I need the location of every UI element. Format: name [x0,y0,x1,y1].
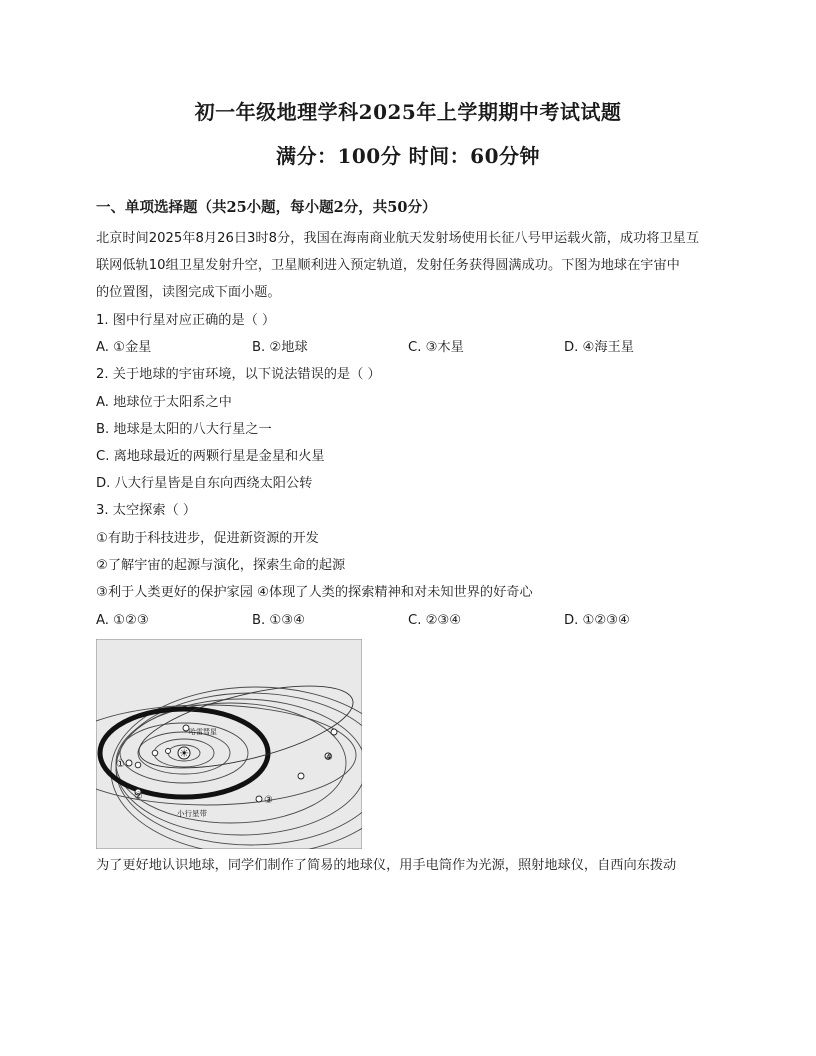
figure-background [96,639,362,849]
exam-subtitle: 满分：100分 时间：60分钟 [275,144,541,168]
label-p1: ① [116,759,125,770]
q3-option-c: C. ②③④ [408,613,462,628]
solar-system-figure [96,639,362,849]
q3-option-d: D. ①②③④ [564,613,630,628]
planet-inner-3 [135,762,141,768]
q2-option-a: A. 地球位于太阳系之中 [96,395,232,410]
planet-outer-2 [298,773,304,779]
q1-option-d: D. ④海王星 [564,340,634,355]
section-heading: 一、单项选择题（共25小题，每小题2分，共50分） [96,199,437,216]
planet-1 [126,760,132,766]
label-p2: ② [134,791,143,802]
exam-title: 初一年级地理学科2025年上学期期中考试试题 [194,100,622,124]
q3-option-b: B. ①③④ [252,613,305,628]
intro-line-3: 的位置图，读图完成下面小题。 [96,285,281,300]
q1-option-b: B. ②地球 [252,340,308,355]
planet-inner-2 [152,750,158,756]
q1-stem: 1. 图中行星对应正确的是（ ） [96,313,276,328]
planet-inner-1 [166,749,171,754]
q1-option-a: A. ①金星 [96,340,152,355]
q2-option-b: B. 地球是太阳的八大行星之一 [96,422,272,437]
q3-statement-3: ③利于人类更好的保护家园 ④体现了人类的探索精神和对未知世界的好奇心 [96,585,533,600]
q1-option-c: C. ③木星 [408,340,464,355]
intro-line-1: 北京时间2025年8月26日3时8分，我国在海南商业航天发射场使用长征八号甲运载火箭，成功将卫星互 [96,231,700,246]
q3-stem: 3. 太空探索（ ） [96,503,197,518]
next-intro-line: 为了更好地认识地球，同学们制作了简易的地球仪，用手电筒作为光源，照射地球仪，自西向东拨动 [96,858,677,873]
label-p3: ③ [264,795,273,806]
sun-glyph: ☀ [179,747,189,760]
label-comet: 哈雷彗星 [189,728,217,736]
q3-option-a: A. ①②③ [96,613,149,628]
q2-stem: 2. 关于地球的宇宙环境，以下说法错误的是（ ） [96,367,381,382]
planet-outer [331,729,337,735]
q3-statement-2: ②了解宇宙的起源与演化，探索生命的起源 [96,558,346,573]
q2-option-d: D. 八大行星皆是自东向西绕太阳公转 [96,476,313,491]
label-asteroid-belt: 小行星带 [177,809,207,818]
intro-line-2: 联网低轨10组卫星发射升空，卫星顺利进入预定轨道，发射任务获得圆满成功。下图为地球在宇宙中 [96,258,680,273]
q2-option-c: C. 离地球最近的两颗行星是金星和火星 [96,449,325,464]
label-p4: ④ [324,752,333,763]
planet-3 [256,796,262,802]
q3-statement-1: ①有助于科技进步，促进新资源的开发 [96,531,319,546]
